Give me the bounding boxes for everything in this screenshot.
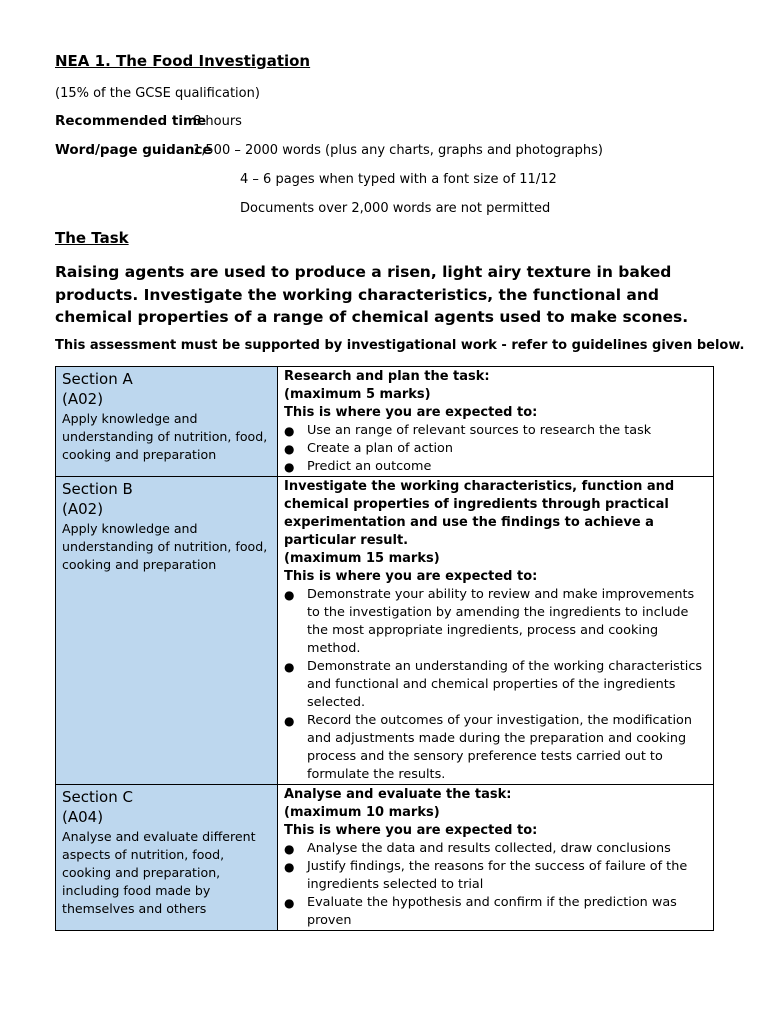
task-heading: The Task <box>55 229 129 247</box>
section-details-cell <box>278 477 714 785</box>
bullet-dot-icon: ● <box>284 896 295 910</box>
list-item: ● Demonstrate an understanding of the working characteristics and functional and chemical properties of the ingredients selected. <box>284 659 703 710</box>
section-name: Section A <box>62 370 133 388</box>
list-item: ● Record the outcomes of your investigation, the modification and adjustments made during the preparation and cooking process and the sensory preference tests carried out to formulate the results. <box>284 713 692 782</box>
section-details-cell <box>278 785 714 931</box>
section-row <box>56 477 714 785</box>
section-info-cell <box>56 367 278 477</box>
section-max-marks: (maximum 15 marks) <box>284 551 440 566</box>
section-bullet-list <box>284 840 707 930</box>
qualification-note: (15% of the GCSE qualification) <box>55 86 260 101</box>
section-max-marks: (maximum 10 marks) <box>284 805 440 820</box>
section-description: Apply knowledge and understanding of nutrition, food, cooking and preparation <box>62 521 268 572</box>
section-expectation-intro: This is where you are expected to: <box>284 405 538 420</box>
section-code: (A02) <box>62 500 104 518</box>
word-guidance-label: Word/page guidance <box>55 142 212 158</box>
list-item: ● Evaluate the hypothesis and confirm if the prediction was proven <box>284 895 677 928</box>
section-name: Section C <box>62 788 133 806</box>
section-expectation-intro: This is where you are expected to: <box>284 823 538 838</box>
bullet-dot-icon: ● <box>284 588 295 602</box>
section-task-title: Research and plan the task: <box>284 369 490 384</box>
section-bullet-list <box>284 422 707 476</box>
section-expectation-intro: This is where you are expected to: <box>284 569 538 584</box>
bullet-dot-icon: ● <box>284 660 295 674</box>
recommended-time-value: 8 hours <box>193 114 242 129</box>
word-guidance-value: 1,500 – 2000 words (plus any charts, graphs and photographs) <box>193 143 603 158</box>
list-item: ● Use an range of relevant sources to research the task <box>284 423 652 438</box>
section-description: Apply knowledge and understanding of nutrition, food, cooking and preparation <box>62 411 268 462</box>
sections-table <box>55 366 714 931</box>
section-info-cell <box>56 785 278 931</box>
document-title: NEA 1. The Food Investigation <box>55 52 311 70</box>
bullet-dot-icon: ● <box>284 860 295 874</box>
bullet-dot-icon: ● <box>284 460 295 474</box>
section-task-title: Analyse and evaluate the task: <box>284 787 512 802</box>
assessment-note: This assessment must be supported by investigational work - refer to guidelines given below. <box>55 338 745 353</box>
section-details-cell <box>278 367 714 477</box>
list-item: ● Demonstrate your ability to review and make improvements to the investigation by amending the ingredients to include the most appropriate ingredients, process and cooking method. <box>284 587 695 656</box>
bullet-dot-icon: ● <box>284 842 295 856</box>
section-bullet-list <box>284 586 707 784</box>
section-info-cell <box>56 477 278 785</box>
list-item: ● Predict an outcome <box>284 459 432 474</box>
bullet-dot-icon: ● <box>284 714 295 728</box>
section-row <box>56 367 714 477</box>
task-lead: Raising agents are used to produce a risen, light airy texture in baked products. Investigate the working characteristics, the functional and chemical properties of a range of chemical agents used to make scones. <box>55 263 689 326</box>
word-limit-value: Documents over 2,000 words are not permitted <box>240 201 551 216</box>
page-guidance-value: 4 – 6 pages when typed with a font size of 11/12 <box>240 172 557 187</box>
list-item: ● Justify findings, the reasons for the success of failure of the ingredients selected to trial <box>284 859 688 892</box>
section-task-title: Investigate the working characteristics, function and chemical properties of ingredients through practical experimentation and use the findings to achieve a particular result. <box>284 479 675 548</box>
section-max-marks: (maximum 5 marks) <box>284 387 431 402</box>
section-code: (A02) <box>62 390 104 408</box>
list-item: ● Create a plan of action <box>284 441 453 456</box>
section-name: Section B <box>62 480 133 498</box>
list-item: ● Analyse the data and results collected, draw conclusions <box>284 841 671 856</box>
bullet-dot-icon: ● <box>284 424 295 438</box>
recommended-time-label: Recommended time <box>55 113 207 129</box>
section-code: (A04) <box>62 808 104 826</box>
bullet-dot-icon: ● <box>284 442 295 456</box>
section-description: Analyse and evaluate different aspects of nutrition, food, cooking and preparation, including food made by themselves and others <box>62 829 256 916</box>
section-row <box>56 785 714 931</box>
